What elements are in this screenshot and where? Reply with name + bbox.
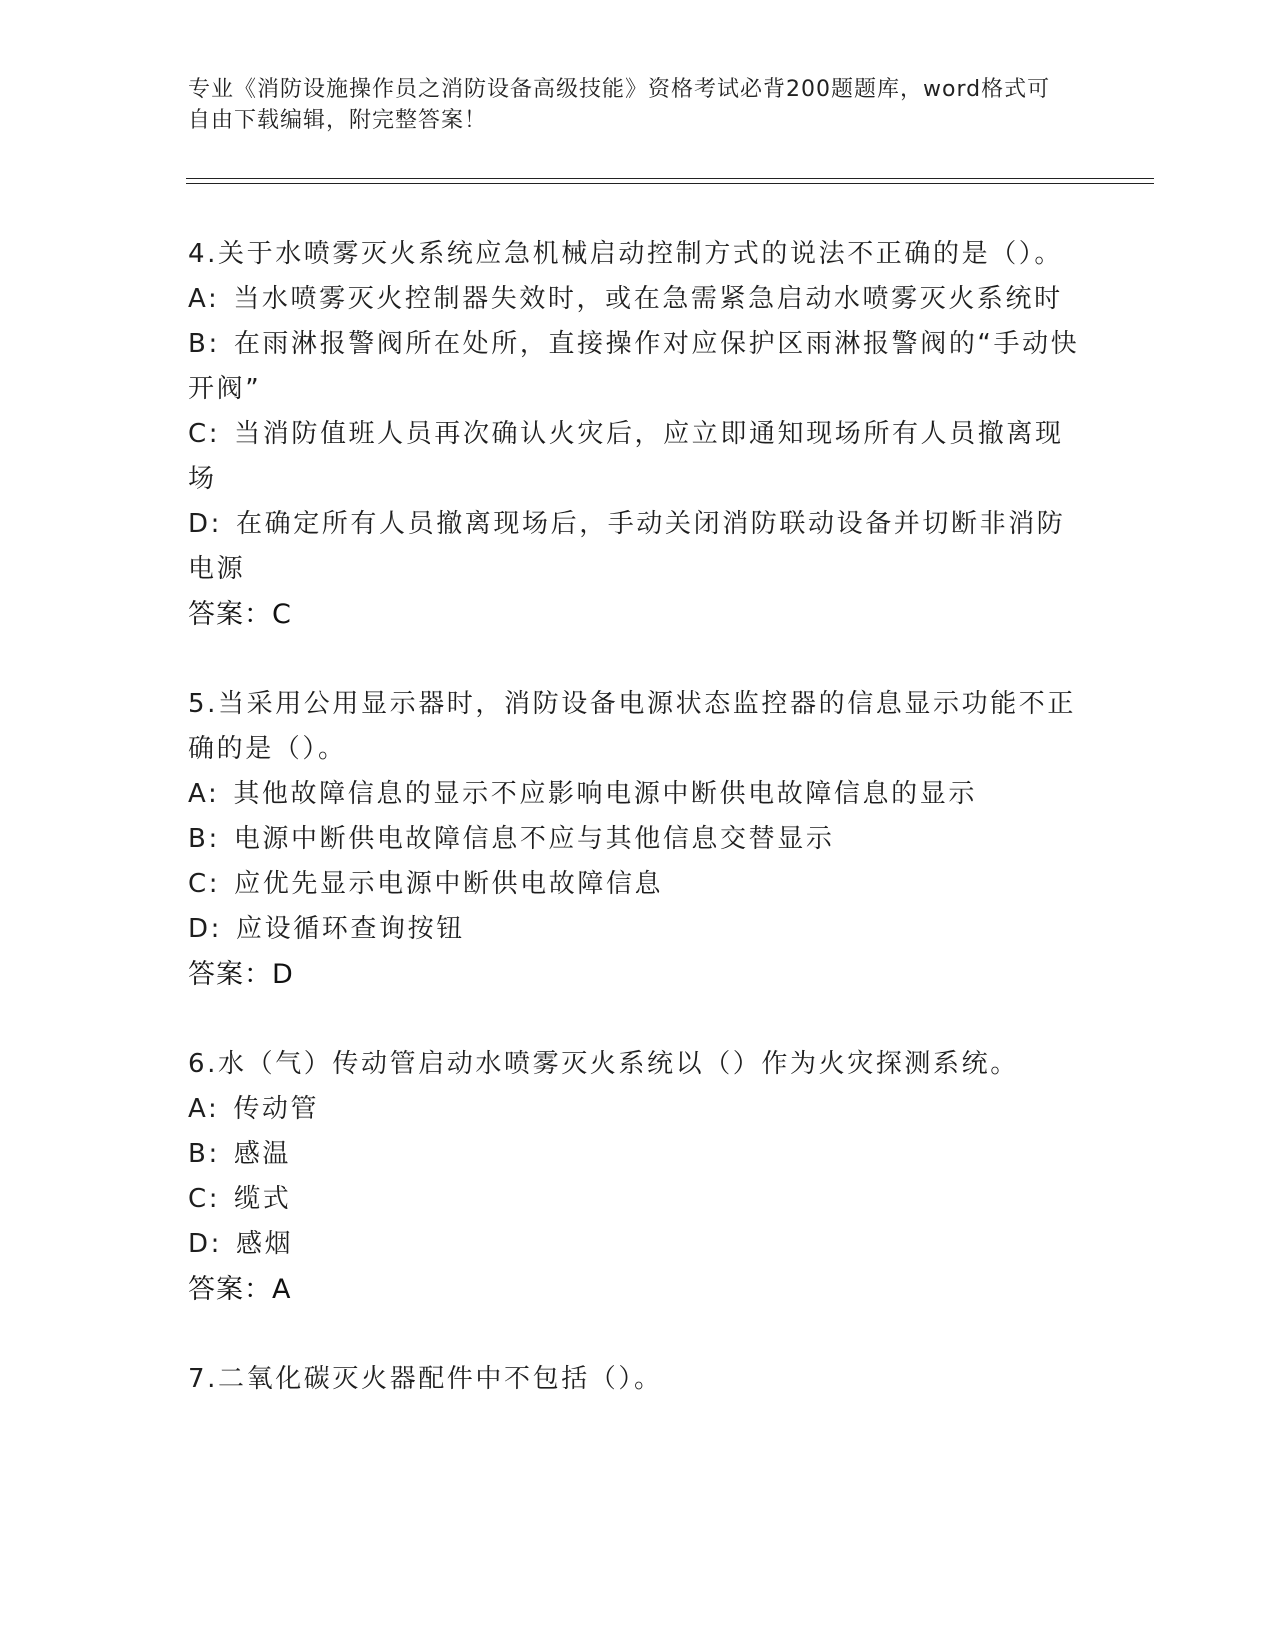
option-text: 缆式	[234, 1184, 292, 1214]
answer-value: C	[272, 599, 292, 630]
option-text: 感烟	[236, 1229, 294, 1259]
option-letter: D	[188, 509, 211, 539]
option-separator: :	[208, 329, 220, 359]
option-letter: A	[188, 779, 208, 809]
option-separator: :	[208, 1139, 220, 1169]
option-letter: C	[188, 869, 209, 899]
header-divider-bottom	[186, 183, 1154, 184]
answer-line	[188, 1267, 1088, 1313]
option-text: 当消防值班人员再次确认火灾后，应立即通知现场所有人员撤离现场	[188, 419, 1064, 494]
answer-label: 答案：	[188, 599, 272, 630]
question-stem: 7.二氧化碳灭火器配件中不包括（）。	[188, 1364, 663, 1394]
option-b	[188, 322, 1088, 412]
question-stem: 5.当采用公用显示器时，消防设备电源状态监控器的信息显示功能不正确的是（）。	[188, 689, 1077, 764]
option-separator: :	[210, 1229, 222, 1259]
question-stem: 6.水（气）传动管启动水喷雾灭火系统以（）作为火灾探测系统。	[188, 1049, 1019, 1079]
option-a	[188, 1087, 1088, 1132]
option-text: 电源中断供电故障信息不应与其他信息交替显示	[233, 824, 835, 854]
option-text: 当水喷雾灭火控制器失效时，或在急需紧急启动水喷雾灭火系统时	[233, 284, 1063, 314]
option-separator: :	[208, 419, 221, 449]
option-letter: A	[188, 284, 208, 314]
option-text: 在雨淋报警阀所在处所，直接操作对应保护区雨淋报警阀的“手动快开阀”	[188, 329, 1080, 404]
option-a	[188, 277, 1088, 322]
answer-value: D	[272, 959, 294, 990]
option-letter: A	[188, 1094, 208, 1124]
option-d	[188, 502, 1088, 592]
option-b	[188, 817, 1088, 862]
option-text: 传动管	[233, 1094, 320, 1124]
option-letter: D	[188, 1229, 211, 1259]
option-text: 应优先显示电源中断供电故障信息	[234, 869, 664, 899]
option-separator: :	[207, 779, 220, 809]
option-a	[188, 772, 1088, 817]
option-separator: :	[208, 869, 221, 899]
question-6	[188, 1042, 1088, 1313]
option-d	[188, 907, 1088, 952]
option-letter: C	[188, 419, 209, 449]
option-separator: :	[207, 1094, 220, 1124]
answer-line	[188, 952, 1088, 998]
option-separator: :	[210, 509, 222, 539]
option-separator: :	[208, 1184, 221, 1214]
answer-label: 答案：	[188, 1274, 272, 1305]
option-separator: :	[208, 824, 220, 854]
answer-value: A	[272, 1274, 292, 1305]
option-text: 其他故障信息的显示不应影响电源中断供电故障信息的显示	[233, 779, 977, 809]
option-letter: D	[188, 914, 211, 944]
option-letter: C	[188, 1184, 209, 1214]
option-letter: B	[188, 329, 209, 359]
option-c	[188, 412, 1088, 502]
option-text: 感温	[233, 1139, 292, 1169]
option-b	[188, 1132, 1088, 1177]
document-header: 专业《消防设施操作员之消防设备高级技能》资格考试必背200题题库，word格式可自由下载编辑，附完整答案！	[188, 77, 1051, 133]
option-separator: :	[207, 284, 220, 314]
option-letter: B	[188, 824, 209, 854]
option-c	[188, 862, 1088, 907]
header-divider-top	[186, 178, 1154, 179]
question-list	[188, 232, 1088, 1446]
option-text: 在确定所有人员撤离现场后，手动关闭消防联动设备并切断非消防电源	[188, 509, 1066, 584]
question-7	[188, 1357, 1088, 1402]
answer-line	[188, 592, 1088, 638]
question-4	[188, 232, 1088, 638]
question-stem: 4.关于水喷雾灭火系统应急机械启动控制方式的说法不正确的是（）。	[188, 239, 1064, 269]
option-separator: :	[210, 914, 222, 944]
option-c	[188, 1177, 1088, 1222]
question-5	[188, 682, 1088, 998]
option-text: 应设循环查询按钮	[236, 914, 465, 944]
answer-label: 答案：	[188, 959, 272, 990]
option-letter: B	[188, 1139, 209, 1169]
option-d	[188, 1222, 1088, 1267]
